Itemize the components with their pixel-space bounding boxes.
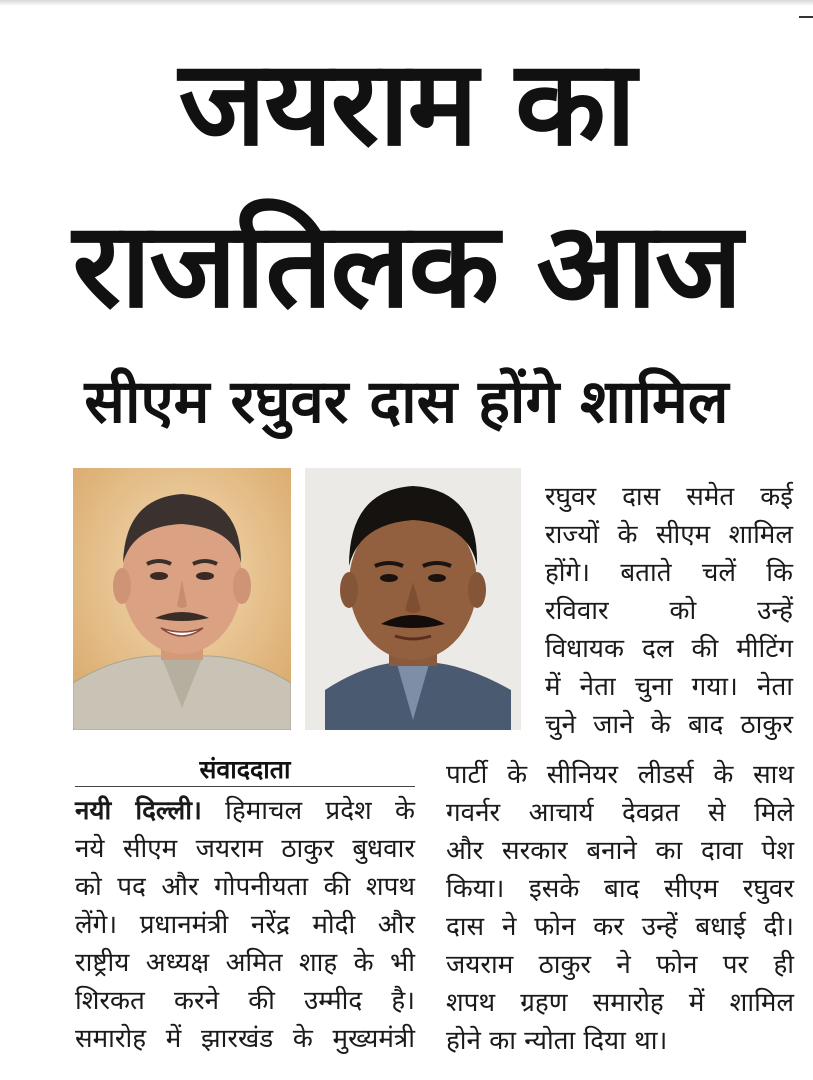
byline-divider: [75, 786, 415, 787]
article-line: लेंगे। प्रधानमंत्री नरेंद्र मोदी और: [75, 910, 415, 940]
article-line: जयराम ठाकुर ने फोन पर ही: [446, 950, 794, 980]
article-line: शिरकत करने की उम्मीद है।: [75, 986, 415, 1016]
article-line: दास ने फोन कर उन्हें बधाई दी।: [446, 912, 794, 942]
headline-line-1: जयराम का: [178, 34, 635, 172]
article-line: राष्ट्रीय अध्यक्ष अमित शाह के भी: [75, 948, 415, 978]
article-line: को पद और गोपनीयता की शपथ: [75, 872, 415, 902]
article-line: चुने जाने के बाद ठाकुर: [545, 710, 793, 740]
article-line: पार्टी के सीनियर लीडर्स के साथ: [446, 760, 794, 790]
subheadline: सीएम रघुवर दास होंगे शामिल: [84, 367, 729, 437]
photo-raghubar-das: [305, 468, 521, 730]
photo-jairam-thakur: [73, 468, 291, 730]
byline: संवाददाता: [199, 755, 291, 784]
article-line-text: हिमाचल प्रदेश के: [201, 796, 415, 826]
page-top-edge: [0, 0, 813, 6]
article-line: नये सीएम जयराम ठाकुर बुधवार: [75, 834, 415, 864]
article-line: किया। इसके बाद सीएम रघुवर: [446, 874, 794, 904]
article-line: में नेता चुना गया। नेता: [545, 672, 793, 702]
edge-mark: [799, 16, 813, 18]
article-line: गवर्नर आचार्य देवव्रत से मिले: [446, 798, 794, 828]
article-line: होने का न्योता दिया था।: [446, 1026, 668, 1056]
article-line: समारोह में झारखंड के मुख्यमंत्री: [75, 1024, 415, 1054]
article-line: होंगे। बताते चलें कि: [545, 558, 793, 588]
article-line: रघुवर दास समेत कई: [545, 482, 793, 512]
article-line: और सरकार बनाने का दावा पेश: [446, 836, 794, 866]
headline-line-2: राजतिलक आज: [72, 196, 741, 334]
article-line: रविवार को उन्हें: [545, 596, 793, 626]
article-line: विधायक दल की मीटिंग: [545, 634, 793, 664]
article-line: शपथ ग्रहण समारोह में शामिल: [446, 988, 794, 1018]
article-line-with-dateline: [75, 792, 415, 830]
article-line: राज्यों के सीएम शामिल: [545, 520, 793, 550]
dateline: नयी दिल्ली।: [75, 796, 202, 826]
